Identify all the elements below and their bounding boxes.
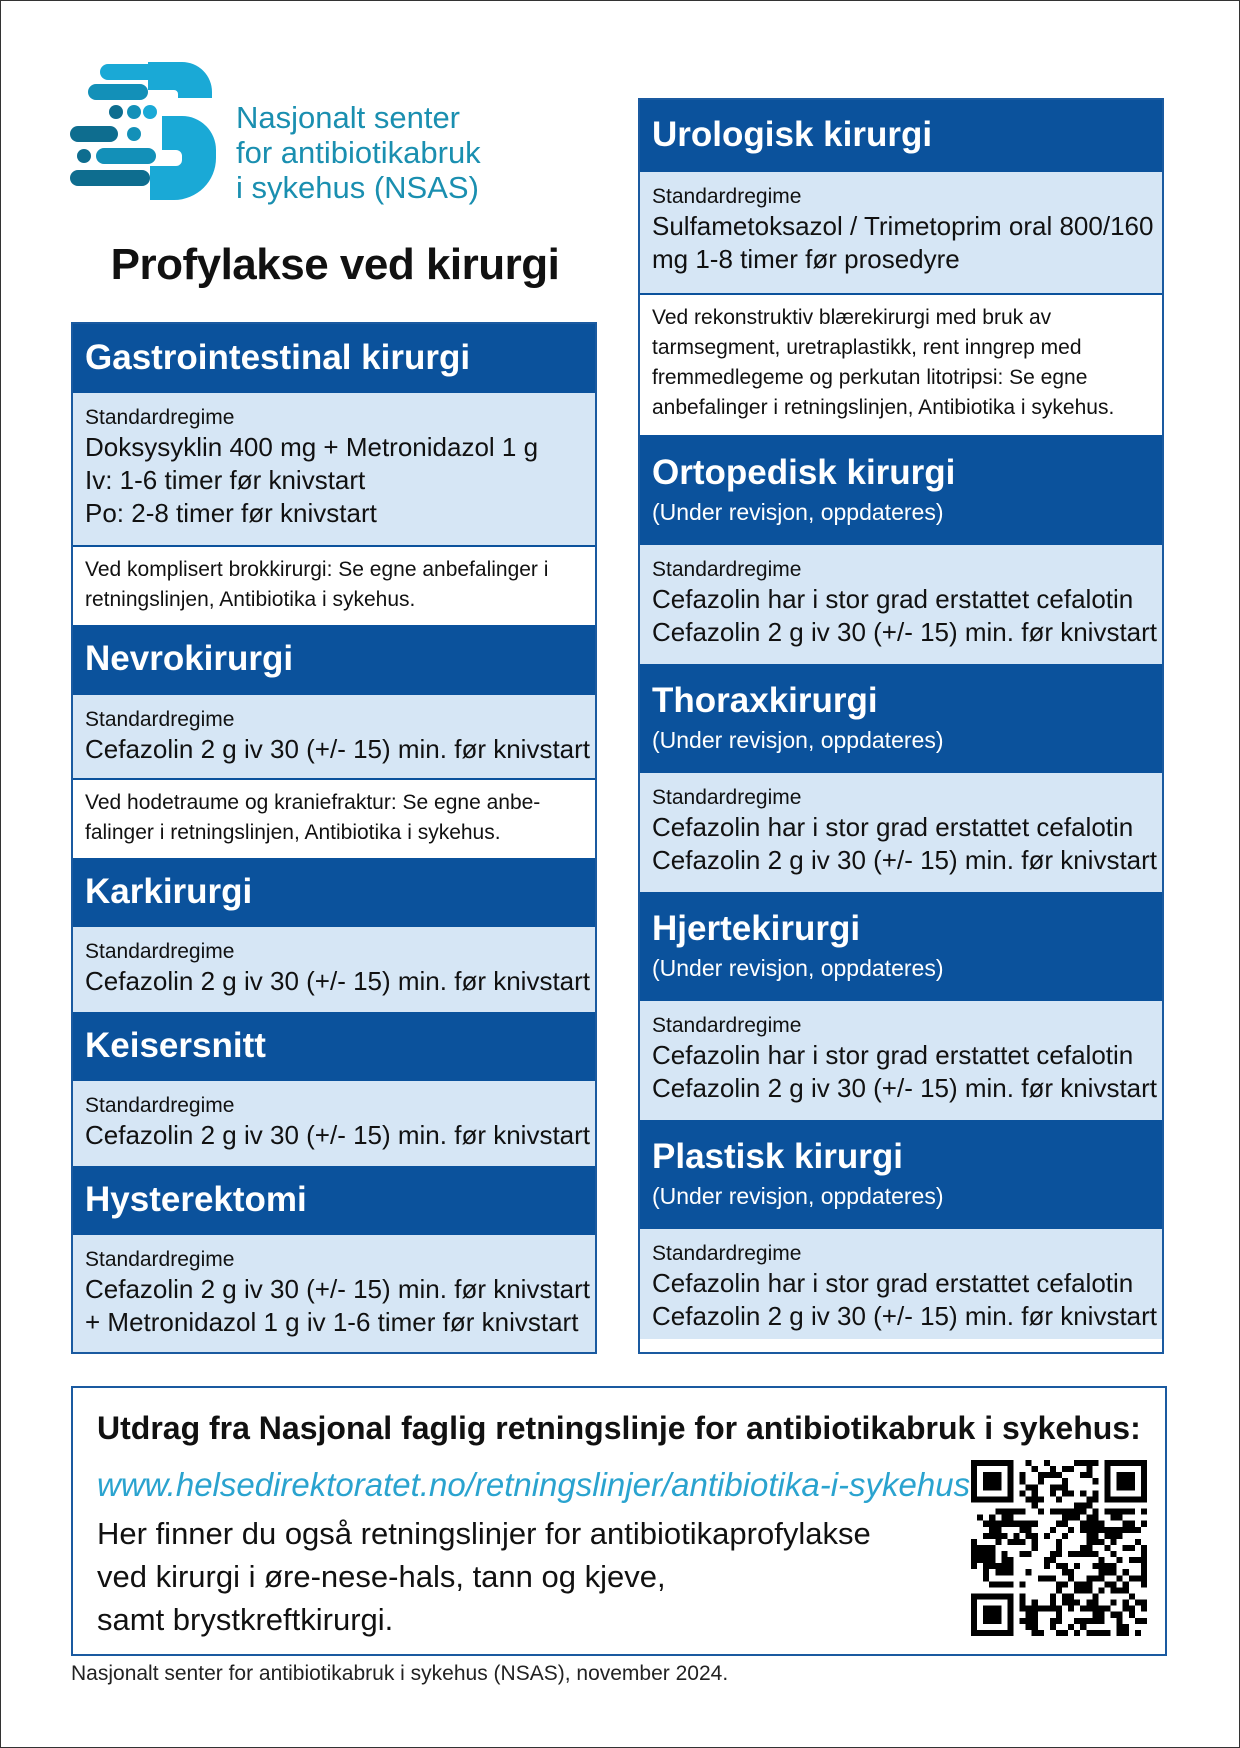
section-hysterektomi (73, 1166, 595, 1352)
regime-block (73, 1079, 595, 1166)
guideline-text-line: samt brystkreftkirurgi. (97, 1602, 394, 1637)
section-title: Thoraxkirurgi (652, 681, 878, 720)
regime-line: Cefazolin 2 g iv 30 (+/- 15) min. før knivstart (652, 1301, 1158, 1331)
section-plastisk (640, 1120, 1162, 1339)
guideline-link[interactable]: www.helsedirektoratet.no/retningslinjer/antibiotika-i-sykehus (97, 1466, 971, 1503)
regime-block (73, 925, 595, 1012)
section-title: Hjertekirurgi (652, 909, 861, 948)
regime-label: Standardregime (85, 1094, 235, 1117)
section-karkirurgi (73, 858, 595, 1012)
note-line: fremmedlegeme og perkutan litotripsi: Se egne (652, 366, 1088, 389)
note-line: Ved hodetraume og kraniefraktur: Se egne anbe- (85, 791, 541, 814)
regime-label: Standardregime (85, 708, 235, 731)
section-title: Urologisk kirurgi (640, 100, 1162, 170)
left-column (71, 322, 597, 1354)
regime-label: Standardregime (652, 185, 802, 208)
note-line: tarmsegment, uretraplastikk, rent inngrep med (652, 336, 1082, 359)
regime-line: Doksysyklin 400 mg + Metronidazol 1 g (85, 432, 539, 462)
note-block (73, 545, 595, 625)
regime-line: Iv: 1-6 timer før knivstart (85, 465, 366, 495)
section-subtitle: (Under revisjon, oppdateres) (652, 498, 944, 525)
section-title: Plastisk kirurgi (652, 1137, 903, 1176)
regime-label: Standardregime (652, 1014, 802, 1037)
regime-line: mg 1-8 timer før prosedyre (652, 244, 960, 274)
section-nevrokirurgi (73, 625, 595, 858)
document-title: Profylakse ved kirurgi (110, 240, 560, 289)
regime-line: Cefazolin har i stor grad erstattet cefalotin (652, 812, 1134, 842)
nsas-logo-icon (70, 58, 220, 208)
regime-line: Cefazolin 2 g iv 30 (+/- 15) min. før knivstart (652, 845, 1158, 875)
regime-block (640, 771, 1162, 892)
regime-block (73, 1233, 595, 1352)
right-column (638, 98, 1164, 1354)
regime-line: Sulfametoksazol / Trimetoprim oral 800/160 (652, 211, 1154, 241)
regime-block (640, 543, 1162, 664)
org-name (236, 100, 481, 205)
section-header (640, 435, 1162, 543)
section-thoraxkirurgi (640, 664, 1162, 892)
section-keisersnitt (73, 1012, 595, 1166)
section-title: Hysterektomi (73, 1166, 595, 1233)
regime-label: Standardregime (652, 786, 802, 809)
section-subtitle: (Under revisjon, oppdateres) (652, 955, 944, 981)
regime-label: Standardregime (85, 406, 235, 429)
regime-line: Cefazolin har i stor grad erstattet cefalotin (652, 584, 1134, 614)
guideline-text-line: Her finner du også retningslinjer for antibiotikaprofylakse (97, 1516, 871, 1551)
section-header (640, 1120, 1162, 1227)
section-subtitle: (Under revisjon, oppdateres) (652, 1183, 944, 1209)
regime-block (640, 999, 1162, 1120)
section-title: Ortopedisk kirurgi (652, 452, 956, 492)
section-subtitle: (Under revisjon, oppdateres) (652, 727, 944, 753)
org-name-line: i sykehus (NSAS) (236, 170, 479, 205)
regime-line: Po: 2-8 timer før knivstart (85, 498, 377, 528)
qr-code-icon[interactable] (971, 1460, 1147, 1636)
regime-line: Cefazolin 2 g iv 30 (+/- 15) min. før knivstart (85, 966, 591, 996)
note-line: Ved komplisert brokkirurgi: Se egne anbefalinger i (85, 558, 549, 581)
regime-line: Cefazolin 2 g iv 30 (+/- 15) min. før knivstart (652, 617, 1158, 647)
org-name-line: for antibiotikabruk (236, 135, 481, 170)
section-gastrointestinal (73, 324, 595, 625)
note-line: falinger i retningslinjen, Antibiotika i sykehus. (85, 821, 501, 844)
note-line: Ved rekonstruktiv blærekirurgi med bruk av (652, 306, 1052, 329)
org-name-line: Nasjonalt senter (236, 100, 461, 135)
regime-line: Cefazolin har i stor grad erstattet cefalotin (652, 1040, 1134, 1070)
note-line: retningslinjen, Antibiotika i sykehus. (85, 588, 416, 611)
regime-line: + Metronidazol 1 g iv 1-6 timer før knivstart (85, 1307, 579, 1337)
section-hjertekirurgi (640, 892, 1162, 1120)
section-urologisk (640, 100, 1162, 435)
regime-line: Cefazolin 2 g iv 30 (+/- 15) min. før knivstart (85, 1120, 591, 1150)
section-header (640, 892, 1162, 999)
section-title: Nevrokirurgi (73, 625, 595, 693)
regime-line: Cefazolin 2 g iv 30 (+/- 15) min. før knivstart (652, 1073, 1158, 1103)
note-line: anbefalinger i retningslinjen, Antibiotika i sykehus. (652, 396, 1115, 419)
regime-line: Cefazolin har i stor grad erstattet cefalotin (652, 1268, 1134, 1298)
credit-line: Nasjonalt senter for antibiotikabruk i sykehus (NSAS), november 2024. (71, 1662, 729, 1685)
section-header (640, 664, 1162, 771)
guideline-text (97, 1512, 871, 1641)
regime-label: Standardregime (85, 940, 235, 963)
note-block (640, 293, 1162, 435)
regime-block (73, 391, 595, 545)
regime-line: Cefazolin 2 g iv 30 (+/- 15) min. før knivstart (85, 734, 591, 764)
guideline-text-line: ved kirurgi i øre-nese-hals, tann og kjeve, (97, 1559, 666, 1594)
note-block (73, 778, 595, 858)
section-ortopedisk (640, 435, 1162, 664)
guideline-title: Utdrag fra Nasjonal faglig retningslinje for antibiotikabruk i sykehus: (97, 1410, 1141, 1446)
regime-label: Standardregime (652, 558, 802, 581)
guideline-box (71, 1386, 1167, 1656)
regime-block (640, 170, 1162, 293)
regime-label: Standardregime (85, 1248, 235, 1271)
section-title: Gastrointestinal kirurgi (73, 324, 595, 391)
regime-block (73, 693, 595, 778)
section-title: Karkirurgi (73, 858, 595, 925)
regime-line: Cefazolin 2 g iv 30 (+/- 15) min. før knivstart (85, 1274, 591, 1304)
section-title: Keisersnitt (73, 1012, 595, 1079)
regime-label: Standardregime (652, 1242, 802, 1265)
regime-block (640, 1227, 1162, 1339)
